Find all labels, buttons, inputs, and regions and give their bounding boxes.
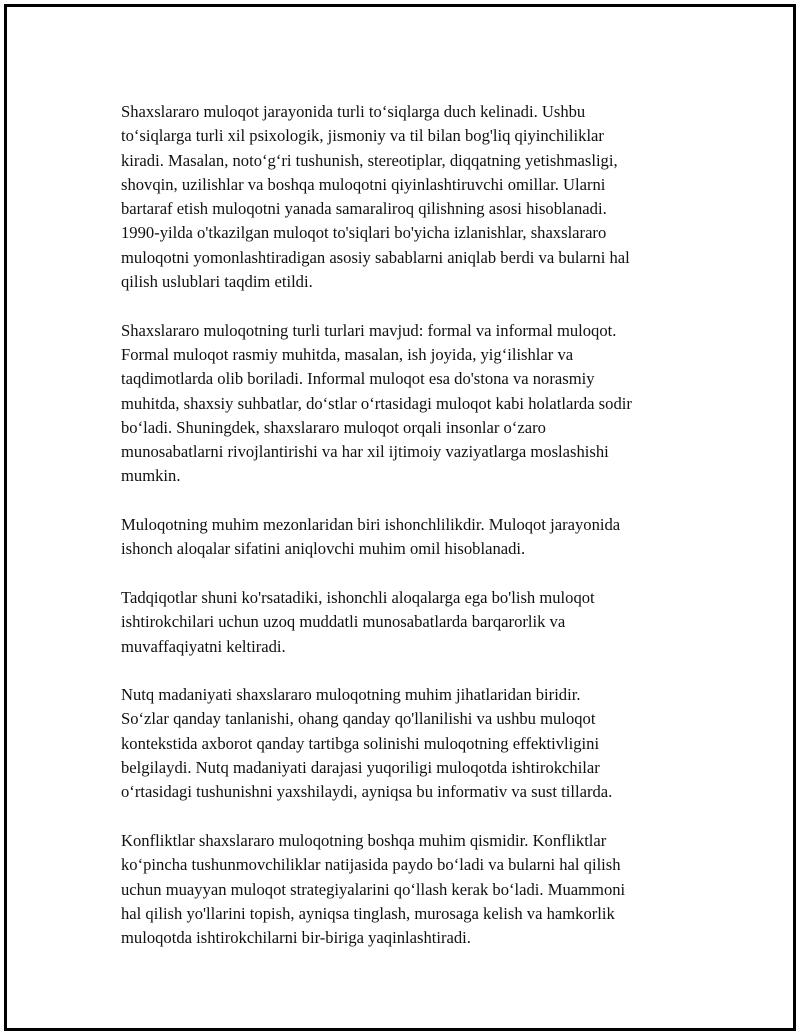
text-line: Tadqiqotlar shuni ko'rsatadiki, ishonchli aloqalarga ega bo'lish muloqot (121, 587, 595, 607)
paragraph-3 (121, 513, 691, 562)
text-line: Formal muloqot rasmiy muhitda, masalan, ish joyida, yig‘ilishlar va (121, 344, 574, 364)
text-line: Muloqotning muhim mezonlaridan biri ishonchlilikdir. Muloqot jarayonida (121, 515, 621, 535)
text-line: hal qilish yo'llarini topish, ayniqsa tinglash, murosaga kelish va hamkorlik (121, 903, 615, 923)
paragraph-4 (121, 586, 691, 659)
text-line: So‘zlar qanday tanlanishi, ohang qanday qo'llanilishi va ushbu muloqot (121, 709, 596, 729)
paragraph-6 (121, 829, 691, 950)
text-line: Shaxslararo muloqot jarayonida turli to‘siqlarga duch kelinadi. Ushbu (121, 102, 586, 121)
text-line: to‘siqlarga turli xil psixologik, jismoniy va til bilan bog'liq qiyinchiliklar (121, 126, 604, 146)
paragraph-5 (121, 683, 691, 804)
paragraph-1 (121, 100, 691, 294)
text-line: munosabatlarni rivojlantirishi va har xil ijtimoiy vaziyatlarga moslashishi (121, 442, 609, 462)
document-page (4, 4, 796, 1031)
text-line: 1990-yilda o'tkazilgan muloqot to'siqlari bo'yicha izlanishlar, shaxslararo (121, 223, 607, 243)
text-line: kiradi. Masalan, noto‘g‘ri tushunish, stereotiplar, diqqatning yetishmasligi, (121, 150, 618, 170)
text-line: muloqotda ishtirokchilarni bir-biriga yaqinlashtiradi. (121, 928, 471, 948)
text-line: o‘rtasidagi tushunishni yaxshilaydi, ayniqsa bu informativ va sust tillarda. (121, 782, 613, 802)
text-line: bo‘ladi. Shuningdek, shaxslararo muloqot orqali insonlar o‘zaro (121, 417, 546, 437)
text-line: shovqin, uzilishlar va boshqa muloqotni qiyinlashtiruvchi omillar. Ularni (121, 174, 606, 194)
text-line: Nutq madaniyati shaxslararo muloqotning muhim jihatlaridan biridir. (121, 685, 581, 705)
text-line: taqdimotlarda olib boriladi. Informal muloqot esa do'stona va norasmiy (121, 369, 595, 389)
document-body (121, 100, 691, 975)
text-line: mumkin. (121, 466, 181, 486)
text-line: muvaffaqiyatni keltiradi. (121, 636, 286, 656)
text-line: bartaraf etish muloqotni yanada samaraliroq qilishning asosi hisoblanadi. (121, 199, 607, 219)
text-line: Shaxslararo muloqotning turli turlari mavjud: formal va informal muloqot. (121, 320, 617, 340)
text-line: ko‘pincha tushunmovchiliklar natijasida paydo bo‘ladi va bularni hal qilish (121, 855, 621, 875)
text-line: uchun muayyan muloqot strategiyalarini qo‘llash kerak bo‘ladi. Muammoni (121, 879, 626, 899)
text-line: kontekstida axborot qanday tartibga solinishi muloqotning effektivligini (121, 733, 600, 753)
text-line: Konfliktlar shaxslararo muloqotning boshqa muhim qismidir. Konfliktlar (121, 830, 607, 850)
text-line: qilish uslublari taqdim etildi. (121, 272, 313, 292)
text-line: muhitda, shaxsiy suhbatlar, do‘stlar o‘rtasidagi muloqot kabi holatlarda sodir (121, 393, 632, 413)
paragraph-2 (121, 319, 691, 489)
text-line: belgilaydi. Nutq madaniyati darajasi yuqoriligi muloqotda ishtirokchilar (121, 758, 600, 778)
text-line: muloqotni yomonlashtiradigan asosiy sabablarni aniqlab berdi va bularni hal (121, 247, 630, 267)
text-line: ishtirokchilari uchun uzoq muddatli munosabatlarda barqarorlik va (121, 612, 566, 632)
text-line: ishonch aloqalar sifatini aniqlovchi muhim omil hisoblanadi. (121, 539, 526, 559)
